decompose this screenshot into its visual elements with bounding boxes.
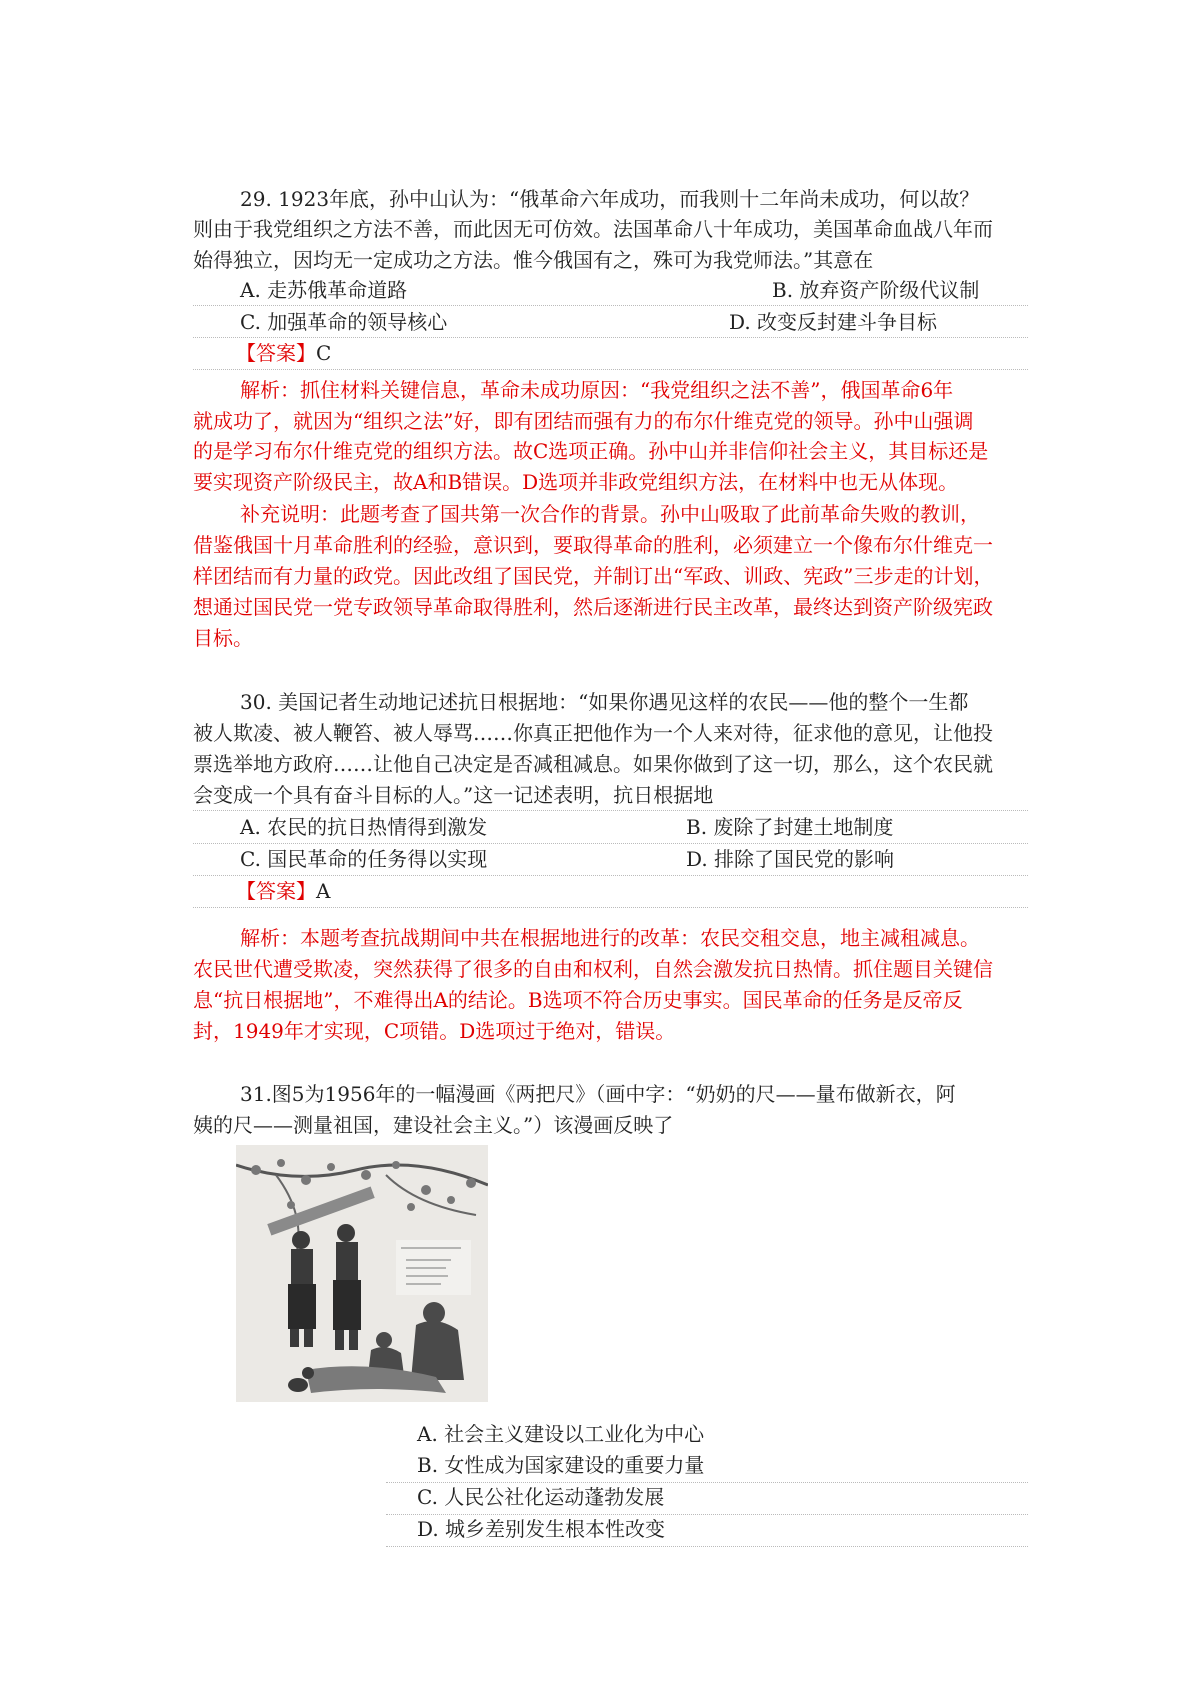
q30-option-c: C. 国民革命的任务得以实现 — [240, 847, 488, 871]
q31-option-c: C. 人民公社化运动蓬勃发展 — [417, 1485, 665, 1509]
q29-line-3: 始得独立，因均无一定成功之方法。惟今俄国有之，殊可为我党师法。”其意在 — [193, 248, 874, 272]
cartoon-illustration — [236, 1145, 488, 1402]
q29-line-2: 则由于我党组织之方法不善，而此因无可仿效。法国革命八十年成功，美国革命血战八年而 — [193, 217, 993, 241]
q31-option-d: D. 城乡差别发生根本性改变 — [417, 1517, 666, 1541]
q30-analysis-line-4: 封，1949年才实现，C项错。D选项过于绝对，错误。 — [193, 1019, 676, 1043]
q29-supplement-line-4: 想通过国民党一党专政领导革命取得胜利，然后逐渐进行民主改革，最终达到资产阶级宪政 — [193, 595, 993, 619]
q30-option-a: A. 农民的抗日热情得到激发 — [240, 815, 488, 839]
q29-answer — [236, 337, 331, 369]
q29-answer-tag: 【答案】 — [236, 341, 316, 365]
q30-line-2: 被人欺凌、被人鞭笞、被人辱骂……你真正把他作为一个人来对待，征求他的意见，让他投 — [193, 721, 993, 745]
q29-analysis-line-4: 要实现资产阶级民主，故A和B错误。D选项并非政党组织方法，在材料中也无从体现。 — [193, 470, 959, 494]
q31-options-rule-3 — [386, 1546, 1028, 1547]
q29-line-1: 29. 1923年底，孙中山认为：“俄革命六年成功，而我则十二年尚未成功，何以故？ — [240, 187, 980, 211]
q30-answer-value: A — [316, 879, 331, 903]
q30-line-1: 30. 美国记者生动地记述抗日根据地：“如果你遇见这样的农民——他的整个一生都 — [240, 690, 969, 714]
q30-answer-tag: 【答案】 — [236, 879, 316, 903]
q29-answer-rule — [193, 369, 1028, 370]
q30-option-d: D. 排除了国民党的影响 — [686, 847, 895, 871]
q29-supplement-line-5: 目标。 — [193, 626, 253, 650]
cartoon-drawing — [236, 1145, 488, 1402]
q30-analysis-line-3: 息“抗日根据地”，不难得出A的结论。B选项不符合历史事实。国民革命的任务是反帝反 — [193, 988, 963, 1012]
q30-analysis-line-2: 农民世代遭受欺凌，突然获得了很多的自由和权利，自然会激发抗日热情。抓住题目关键信 — [193, 957, 993, 981]
q30-line-3: 票选举地方政府……让他自己决定是否减租减息。如果你做到了这一切，那么，这个农民就 — [193, 752, 993, 776]
q29-option-c: C. 加强革命的领导核心 — [240, 310, 448, 334]
q29-option-a: A. 走苏俄革命道路 — [240, 278, 408, 302]
q29-analysis-line-1: 解析：抓住材料关键信息，革命未成功原因：“我党组织之法不善”，俄国革命6年 — [240, 378, 954, 402]
q29-option-b: B. 放弃资产阶级代议制 — [772, 278, 980, 302]
q30-line-4: 会变成一个具有奋斗目标的人。”这一记述表明，抗日根据地 — [193, 783, 714, 807]
q30-answer-rule — [193, 907, 1028, 908]
q30-analysis-line-1: 解析：本题考查抗战期间中共在根据地进行的改革：农民交租交息，地主减租减息。 — [240, 926, 980, 950]
q29-supplement-line-3: 样团结而有力量的政党。因此改组了国民党，并制订出“军政、训政、宪政”三步走的计划， — [193, 564, 994, 588]
q29-option-d: D. 改变反封建斗争目标 — [729, 310, 938, 334]
q29-supplement-line-1: 补充说明：此题考查了国共第一次合作的背景。孙中山吸取了此前革命失败的教训， — [240, 502, 980, 526]
q31-line-1: 31.图5为1956年的一幅漫画《两把尺》（画中字：“奶奶的尺——量布做新衣，阿 — [240, 1082, 956, 1106]
q31-option-b: B. 女性成为国家建设的重要力量 — [417, 1453, 705, 1477]
q30-answer — [236, 875, 330, 907]
q31-line-2: 姨的尺——测量祖国，建设社会主义。”）该漫画反映了 — [193, 1113, 674, 1137]
q29-analysis-line-3: 的是学习布尔什维克党的组织方法。故C选项正确。孙中山并非信仰社会主义，其目标还是 — [193, 439, 989, 463]
q29-answer-value: C — [316, 341, 332, 365]
q31-option-a: A. 社会主义建设以工业化为中心 — [417, 1422, 705, 1446]
q29-supplement-line-2: 借鉴俄国十月革命胜利的经验，意识到，要取得革命的胜利，必须建立一个像布尔什维克一 — [193, 533, 993, 557]
q29-analysis-line-2: 就成功了，就因为“组织之法”好，即有团结而强有力的布尔什维克党的领导。孙中山强调 — [193, 409, 974, 433]
q30-option-b: B. 废除了封建土地制度 — [686, 815, 894, 839]
